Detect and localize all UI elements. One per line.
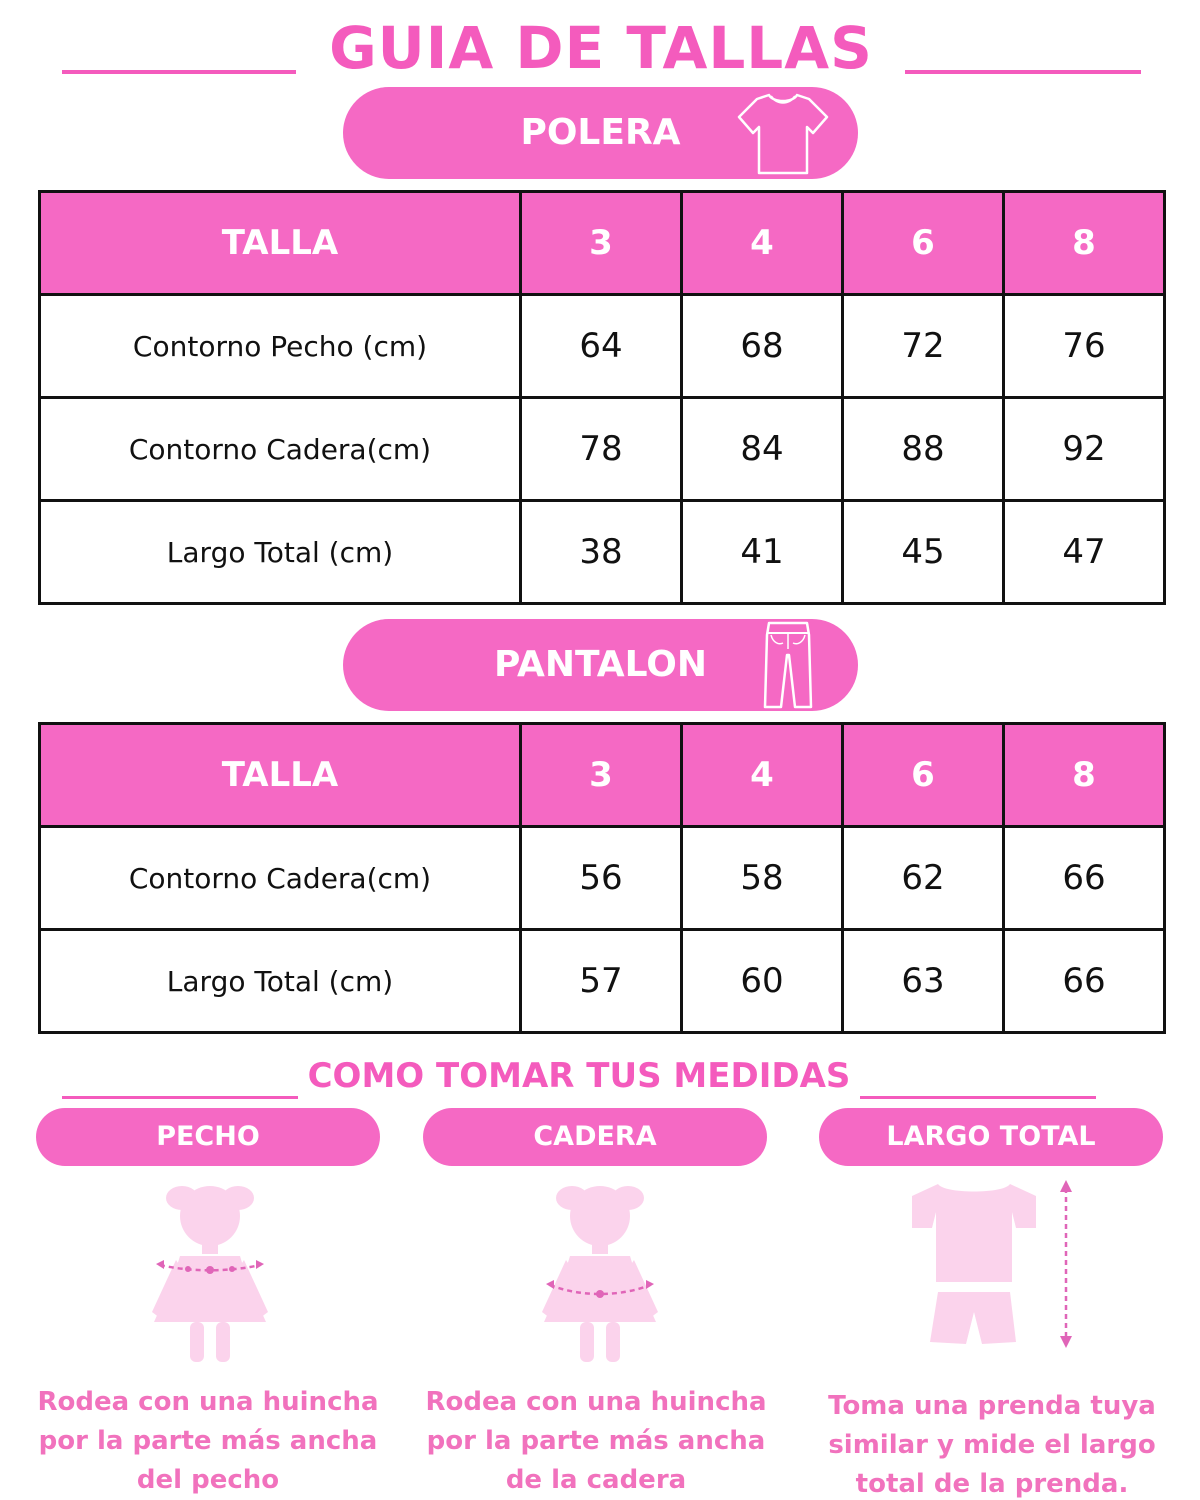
table-header-row — [40, 724, 1165, 827]
header-cell: TALLA — [40, 192, 521, 295]
caption-line: Toma una prenda tuya — [828, 1391, 1156, 1421]
how-to-title: COMO TOMAR TUS MEDIDAS — [307, 1056, 851, 1096]
table-cell: 66 — [1004, 827, 1165, 930]
table-cell: 56 — [521, 827, 682, 930]
row-label: Contorno Cadera(cm) — [40, 827, 521, 930]
t-shirt-icon — [735, 87, 831, 179]
pantalon-label: PANTALON — [493, 644, 708, 685]
pantalon-size-table — [38, 722, 1166, 1034]
pecho-pill: PECHO — [36, 1108, 380, 1166]
table-cell: 84 — [682, 398, 843, 501]
table-cell: 92 — [1004, 398, 1165, 501]
table-cell: 76 — [1004, 295, 1165, 398]
table-cell: 62 — [843, 827, 1004, 930]
girl-chest-measure-icon — [130, 1172, 290, 1367]
row-label: Largo Total (cm) — [40, 501, 521, 604]
caption-line: Rodea con una huincha — [425, 1387, 767, 1417]
how-to-title-row — [0, 1052, 1200, 1102]
table-cell: 57 — [521, 930, 682, 1033]
pecho-caption — [24, 1383, 392, 1500]
table-cell: 64 — [521, 295, 682, 398]
table-cell: 78 — [521, 398, 682, 501]
table-cell: 88 — [843, 398, 1004, 501]
polera-size-table — [38, 190, 1166, 605]
caption-line: de la cadera — [505, 1465, 687, 1495]
caption-line: del pecho — [136, 1465, 280, 1495]
table-cell: 38 — [521, 501, 682, 604]
caption-line: Rodea con una huincha — [37, 1387, 379, 1417]
header-cell: 3 — [521, 724, 682, 827]
table-cell: 47 — [1004, 501, 1165, 604]
row-label: Contorno Pecho (cm) — [40, 295, 521, 398]
cadera-caption — [412, 1383, 780, 1500]
header-cell: 3 — [521, 192, 682, 295]
table-header-row — [40, 192, 1165, 295]
table-cell: 63 — [843, 930, 1004, 1033]
pantalon-banner — [343, 619, 858, 711]
title-row — [0, 10, 1200, 80]
how-to-divider-right — [860, 1096, 1096, 1099]
title-divider-right — [905, 70, 1141, 74]
table-cell: 66 — [1004, 930, 1165, 1033]
polera-banner — [343, 87, 858, 179]
caption-line: por la parte más ancha — [38, 1426, 378, 1456]
caption-line: por la parte más ancha — [426, 1426, 766, 1456]
row-label: Contorno Cadera(cm) — [40, 398, 521, 501]
row-label: Largo Total (cm) — [40, 930, 521, 1033]
caption-line: similar y mide el largo — [828, 1430, 1156, 1460]
header-cell: 8 — [1004, 192, 1165, 295]
table-row — [40, 398, 1165, 501]
garment-length-icon — [890, 1172, 1110, 1367]
pants-icon — [761, 619, 815, 711]
header-cell: 4 — [682, 192, 843, 295]
table-cell: 60 — [682, 930, 843, 1033]
table-row — [40, 930, 1165, 1033]
title-divider-left — [62, 70, 296, 74]
header-cell: 8 — [1004, 724, 1165, 827]
largo-total-caption — [808, 1387, 1176, 1500]
header-cell: 6 — [843, 192, 1004, 295]
table-cell: 72 — [843, 295, 1004, 398]
girl-hip-measure-icon — [520, 1172, 680, 1367]
table-row — [40, 827, 1165, 930]
header-cell: TALLA — [40, 724, 521, 827]
header-cell: 4 — [682, 724, 843, 827]
table-cell: 58 — [682, 827, 843, 930]
largo-total-pill: LARGO TOTAL — [819, 1108, 1163, 1166]
polera-label: POLERA — [520, 112, 681, 153]
table-cell: 68 — [682, 295, 843, 398]
how-to-divider-left — [62, 1096, 298, 1099]
page-title: GUIA DE TALLAS — [329, 14, 873, 82]
caption-line: total de la prenda. — [855, 1469, 1129, 1499]
table-row — [40, 295, 1165, 398]
header-cell: 6 — [843, 724, 1004, 827]
table-cell: 45 — [843, 501, 1004, 604]
table-row — [40, 501, 1165, 604]
table-cell: 41 — [682, 501, 843, 604]
cadera-pill: CADERA — [423, 1108, 767, 1166]
